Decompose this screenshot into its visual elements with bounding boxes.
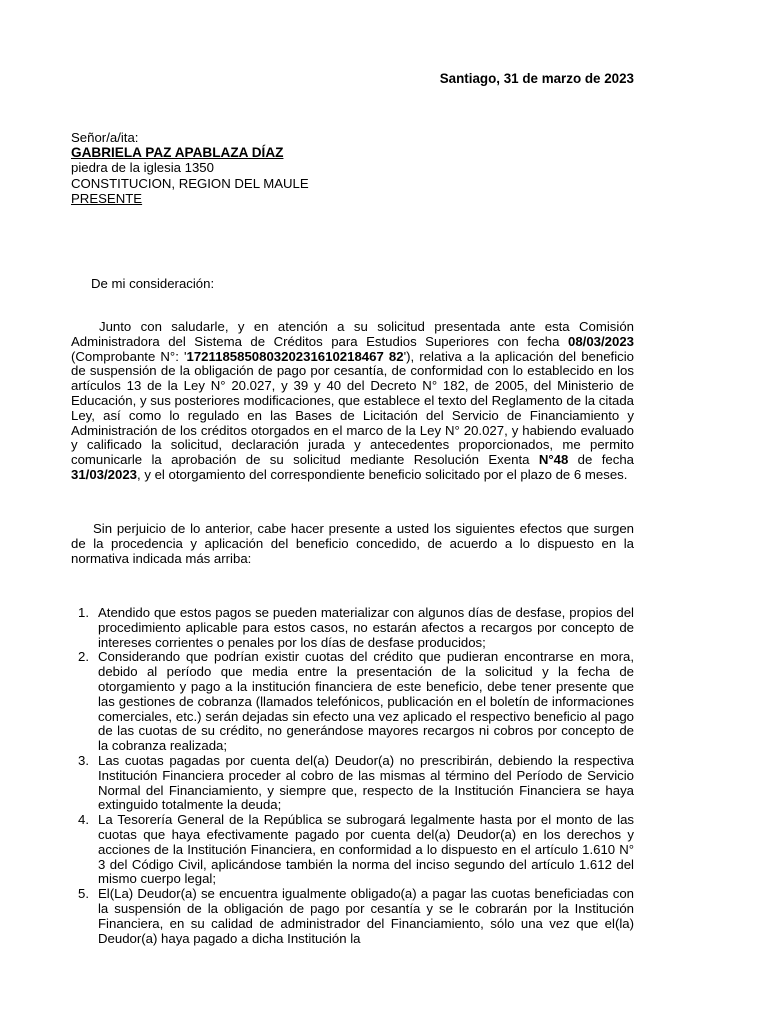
request-date: 08/03/2023 — [567, 333, 634, 349]
list-number: 1. — [78, 605, 89, 620]
list-text: El(La) Deudor(a) se encuentra igualmente obligado(a) a pagar las cuotas beneficiadas con la suspensión de la obligación de pago por cesantía y se le cobrarán por la Institución Financiera, en su calidad de administrador del Financiamiento, sólo una vez que el(la) Deudor(a) haya pagado a dicha Institución la — [98, 886, 634, 946]
effects-list — [71, 606, 634, 946]
list-number: 5. — [78, 886, 89, 902]
resolution-date: 31/03/2023 — [71, 466, 138, 482]
paragraph-text: Junto con saludarle, y en atención a su solicitud presentada ante esta Comisión Administradora del Sistema de Créditos para Estudios Superiores con fecha — [71, 319, 634, 349]
list-text: Las cuotas pagadas por cuenta del(a) Deudor(a) no prescribirán, debiendo la respectiva Institución Financiera proceder al cobro de las mismas al término del Período de Servicio Normal del Financiamiento, y siempre que, respecto de la Institución Financiera se haya extinguido totalmente la deuda; — [98, 752, 634, 813]
paragraph-approval — [71, 320, 634, 483]
list-text: Atendido que estos pagos se pueden materializar con algunos días de desfase, propios del procedimiento aplicable para estos casos, no estarán afectos a recargos por concepto de intereses corrientes o penales por los días de desfase producidos; — [98, 605, 634, 650]
list-item — [71, 754, 634, 813]
paragraph-text: (Comprobante N°: ' — [71, 348, 187, 364]
list-item — [71, 650, 634, 754]
resolution-number: N°48 — [538, 452, 569, 468]
paragraph-text: de fecha — [568, 452, 634, 468]
recipient-street: piedra de la iglesia 1350 — [71, 160, 214, 176]
recipient-name: GABRIELA PAZ APABLAZA DÍAZ — [71, 145, 284, 161]
letter-date: Santiago, 31 de marzo de 2023 — [439, 71, 634, 86]
list-text: Considerando que podrían existir cuotas del crédito que pudieran encontrarse en mora, debido al período que media entre la presentación de la solicitud y la fecha de otorgamiento y pago a la institución financiera de este beneficio, debe tener presente que las gestiones de cobranza (llamados telefónicos, publicación en el boletín de informaciones comerciales, etc.) serán dejadas sin efecto una vez aplicado el respectivo beneficio al pago de las cuotas de su crédito, no generándose mayores recargos ni cobros por concepto de la cobranza realizada; — [98, 649, 634, 754]
list-text: La Tesorería General de la República se subrogará legalmente hasta por el monto de las cuotas que haya efectivamente pagado por cuenta del(a) Deudor(a) en los derechos y acciones de la Institución Financiera, en conformidad a lo dispuesto en el artículo 1.610 N° 3 del Código Civil, aplicándose también la norma del inciso segundo del artículo 1.612 del mismo cuerpo legal; — [98, 812, 634, 887]
list-item — [71, 887, 634, 946]
greeting: De mi consideración: — [91, 276, 215, 291]
list-number: 3. — [78, 752, 89, 768]
recipient-block — [71, 130, 309, 206]
list-number: 2. — [78, 649, 89, 665]
recipient-city: CONSTITUCION, REGION DEL MAULE — [71, 175, 309, 191]
paragraph-effects-intro: Sin perjuicio de lo anterior, cabe hacer presente a usted los siguientes efectos que surgen de la procedencia y aplicación del beneficio concedido, de acuerdo a lo dispuesto en la normativa indicada más arriba: — [71, 521, 634, 566]
list-number: 4. — [78, 812, 89, 828]
voucher-number: 172118585080320231610218467 82 — [186, 348, 404, 364]
paragraph-text: , y el otorgamiento del correspondiente beneficio solicitado por el plazo de 6 meses. — [137, 466, 628, 482]
list-item — [71, 606, 634, 650]
list-item — [71, 813, 634, 887]
paragraph-text: '), relativa a la aplicación del beneficio de suspensión de la obligación de pago por cesantía, de conformidad con lo establecido en los artículos 13 de la Ley N° 20.027, y 39 y 40 del Decreto N° 182, de 2005, del Ministerio de Educación, y sus posteriores modificaciones, que establece el texto del Reglamento de la citada Ley, así como lo regulado en las Bases de Licitación del Servicio de Financiamiento y Administración de los créditos otorgados en el marco de la Ley N° 20.027, y habiendo evaluado y calificado la solicitud, declaración jurada y antecedentes proporcionados, me permito comunicarle la aprobación de su solicitud mediante Resolución Exenta — [71, 348, 635, 468]
recipient-salutation: Señor/a/ita: — [71, 130, 139, 145]
recipient-presente: PRESENTE — [71, 190, 143, 206]
